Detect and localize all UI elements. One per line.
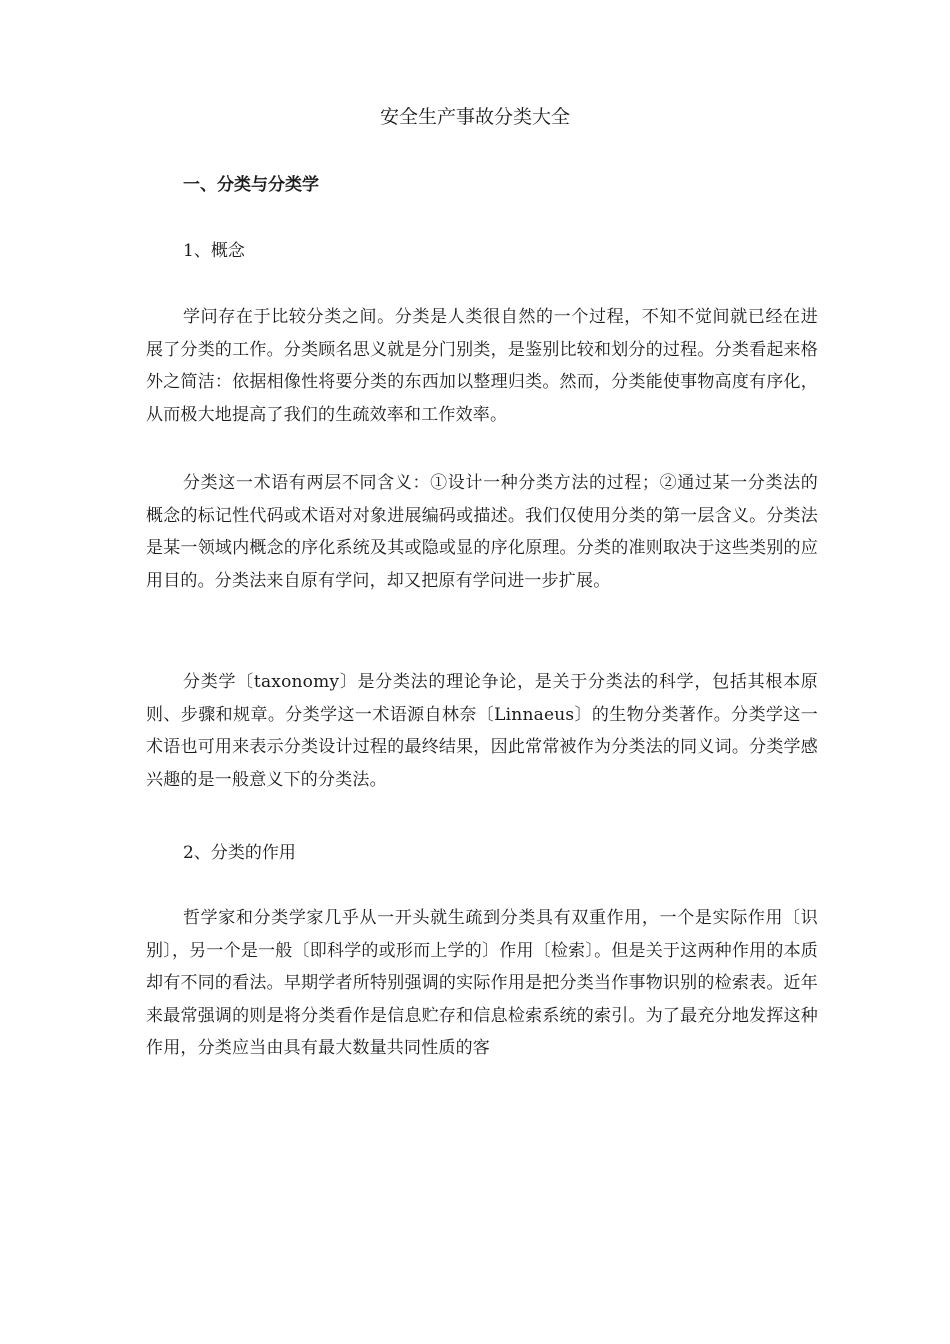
paragraph-concept-1: 学问存在于比较分类之间。分类是人类很自然的一个过程，不知不觉间就已经在进展了分类的工作。分类顾名思义就是分门别类，是鉴别比较和划分的过程。分类看起来格外之简洁：依据相像性将要分类的东西加以整理归类。然而，分类能使事物高度有序化，从而极大地提高了我们的生疏效率和工作效率。 xyxy=(146,307,818,425)
section-heading-1: 一、分类与分类学 xyxy=(183,175,319,195)
paragraph-concept-2: 分类这一术语有两层不同含义：①设计一种分类方法的过程；②通过某一分类法的概念的标记性代码或术语对对象进展编码或描述。我们仅使用分类的第一层含义。分类法是某一领域内概念的序化系统及其或隐或显的序化原理。分类的准则取决于这些类别的应用目的。分类法来自原有学问，却又把原有学问进一步扩展。 xyxy=(146,473,818,591)
subsection-heading-concept: 1、概念 xyxy=(183,241,245,261)
page-title: 安全生产事故分类大全 xyxy=(379,106,570,128)
paragraph-concept-3: 分类学〔taxonomy〕是分类法的理论争论，是关于分类法的科学，包括其根本原则、步骤和规章。分类学这一术语源自林奈〔Linnaeus〕的生物分类著作。分类学这一术语也可用来表示分类设计过程的最终结果，因此常常被作为分类法的同义词。分类学感兴趣的是一般意义下的分类法。 xyxy=(146,672,818,790)
paragraph-function-1: 哲学家和分类学家几乎从一开头就生疏到分类具有双重作用，一个是实际作用〔识别〕，另一个是一般〔即科学的或形而上学的〕作用〔检索〕。但是关于这两种作用的本质却有不同的看法。早期学者所特别强调的实际作用是把分类当作事物识别的检索表。近年来最常强调的则是将分类看作是信息贮存和信息检索系统的索引。为了最充分地发挥这种作用，分类应当由具有最大数量共同性质的客 xyxy=(146,908,818,1058)
subsection-heading-function: 2、分类的作用 xyxy=(183,843,296,863)
